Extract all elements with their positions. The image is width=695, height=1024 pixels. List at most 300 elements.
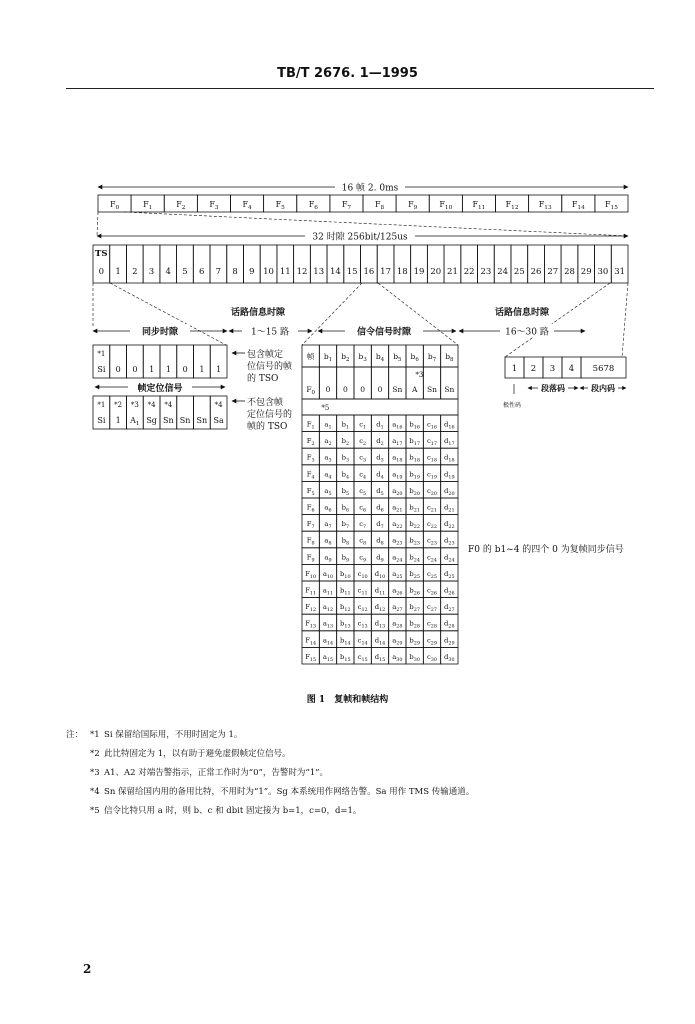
signal-cell-value: $F_3$ — [306, 453, 315, 464]
timeslot-cell — [511, 245, 528, 283]
note-text: Sn 保留给国内用的备用比特，不用时为“1”。Sg 本系统用作网络告警。Sa 用作 TMS 传输通道。 — [104, 787, 475, 797]
pcm-bit-label: 4 — [568, 364, 575, 374]
signal-cell-value: $b_{19}$ — [409, 470, 420, 481]
signal-header-label: $b_1$ — [323, 352, 333, 363]
note-mark: *2 — [90, 749, 100, 759]
signal-cell-value: $a_{29}$ — [392, 636, 403, 647]
signal-cell-value: $d_{18}$ — [444, 453, 455, 464]
signal-cell-value: $b_{21}$ — [409, 503, 420, 514]
signal-cell-value: $c_{27}$ — [426, 603, 438, 614]
timeslot-cell — [110, 245, 127, 283]
signal-cell-value: $c_{22}$ — [426, 520, 438, 531]
signal-f0-value: Sn — [427, 385, 437, 394]
signal-cell-value: $c_8$ — [359, 536, 367, 547]
timeslot-number: 20 — [430, 267, 442, 277]
signal-cell-value: $a_{22}$ — [392, 520, 403, 531]
signal-gap-mark: *5 — [321, 404, 330, 412]
signal-cell-value: $b_{15}$ — [340, 652, 351, 663]
signal-cell-value: $d_{14}$ — [374, 636, 386, 647]
signal-cell-value: $a_{18}$ — [392, 453, 403, 464]
range-16-30-label: 16～30 路 — [505, 327, 549, 338]
signal-f0-mark: *3 — [415, 371, 424, 379]
sync-bit-value: Sn — [179, 416, 191, 425]
note-line — [66, 726, 626, 745]
timeslot-cell — [193, 245, 210, 283]
timeslot-number: 2 — [132, 267, 138, 277]
timeslot-number: 24 — [497, 267, 509, 277]
timeslot-cell — [294, 245, 311, 283]
signal-header-label: $b_3$ — [358, 352, 367, 363]
signal-cell-value: $c_{13}$ — [357, 619, 368, 630]
signal-cell-value: $b_{12}$ — [340, 603, 351, 614]
signal-cell-value: $d_{11}$ — [374, 586, 386, 597]
signal-f0-value: 0 — [377, 385, 383, 394]
timeslot-cell — [561, 245, 578, 283]
timeslot-cell — [361, 245, 378, 283]
signal-cell-value: $b_{27}$ — [409, 603, 420, 614]
superframe-row — [98, 180, 628, 212]
signal-cell-value: $b_{10}$ — [340, 569, 351, 580]
signal-cell-value: $b_{30}$ — [409, 652, 420, 663]
timeslot-cell — [494, 245, 511, 283]
signal-cell-value: $F_5$ — [306, 486, 315, 497]
timeslot-number: 21 — [447, 267, 458, 277]
timeslot-cell — [260, 245, 277, 283]
timeslot-number: 0 — [98, 267, 105, 277]
timeslot-cell — [578, 245, 595, 283]
signal-cell-value: $d_{26}$ — [444, 586, 455, 597]
signal-cell-value: $a_{20}$ — [392, 486, 403, 497]
signal-cell-value: $b_{14}$ — [340, 636, 351, 647]
timeslot-cell — [160, 245, 177, 283]
timeslot-number: 18 — [396, 267, 408, 277]
superframe-frame-label: $F_{12}$ — [505, 200, 519, 211]
superframe-frame-label: $F_{15}$ — [604, 200, 618, 211]
timeslot-number: 26 — [530, 267, 542, 277]
pcm-bit-label: 2 — [530, 364, 537, 374]
signal-cell-value: $b_{20}$ — [409, 486, 420, 497]
signal-f0-cell — [423, 367, 440, 399]
sync-footnote-mark: *3 — [130, 401, 139, 409]
signal-cell-value: $d_{17}$ — [444, 437, 455, 448]
signal-header-label: $b_5$ — [393, 352, 402, 363]
timeslot-cell — [394, 245, 411, 283]
superframe-frame-label: $F_7$ — [341, 200, 352, 211]
signal-cell-value: $a_2$ — [324, 437, 332, 448]
signal-cell-value: $F_7$ — [306, 520, 315, 531]
signal-cell-value: $a_{15}$ — [322, 652, 334, 663]
signal-cell-value: $d_6$ — [376, 503, 384, 514]
timeslot-cell — [177, 245, 194, 283]
signal-cell-value: $a_{23}$ — [392, 536, 403, 547]
sync-bit-value: Sn — [163, 416, 174, 425]
signal-cell-value: $b_{25}$ — [409, 569, 420, 580]
signal-cell-value: $d_3$ — [376, 453, 384, 464]
pcm-bit-label: 3 — [549, 364, 556, 374]
signal-cell-value: $a_4$ — [324, 470, 332, 481]
timeslot-cell — [310, 245, 327, 283]
superframe-expand-left — [97, 212, 98, 236]
signal-cell-value: $b_{26}$ — [409, 586, 420, 597]
sync-bit-value: 1 — [216, 365, 222, 374]
timeslot-number: 31 — [614, 267, 626, 277]
signal-cell-value: $b_9$ — [341, 553, 350, 564]
signal-cell-value: $c_{10}$ — [357, 569, 368, 580]
timeslot-number: 30 — [597, 267, 609, 277]
signal-f0-value: 0 — [342, 385, 348, 394]
signal-cell-value: $c_7$ — [359, 520, 367, 531]
signal-cell-value: $a_{30}$ — [392, 652, 403, 663]
frame-align-label: 帧定位信号 — [137, 384, 183, 394]
signal-cell-value: $a_{17}$ — [392, 437, 403, 448]
timeslot-number: 13 — [313, 267, 325, 277]
document-header: TB/T 2676. 1—1995 — [277, 66, 418, 81]
timeslot-cell — [327, 245, 344, 283]
signal-cell-value: $c_{16}$ — [426, 420, 438, 431]
timeslot-cell — [544, 245, 561, 283]
superframe-span-label: 16 帧 2. 0ms — [341, 183, 399, 194]
signal-cell-value: $a_5$ — [324, 486, 332, 497]
signal-cell-value: $d_{21}$ — [444, 503, 455, 514]
superframe-frame-label: $F_{10}$ — [439, 200, 453, 211]
signal-f0-value: A — [411, 385, 418, 394]
signal-header-label: $b_6$ — [410, 352, 419, 363]
signal-cell-value: $F_6$ — [306, 503, 315, 514]
timeslot-number: 25 — [513, 267, 525, 277]
note-mark: *4 — [90, 787, 100, 797]
signal-cell-value: $b_{24}$ — [409, 553, 420, 564]
signal-f0-value: $F_0$ — [306, 385, 315, 396]
signal-cell-value: $a_{24}$ — [392, 553, 403, 564]
sync-footnote-mark: *1 — [97, 401, 106, 409]
timeslot-number: 10 — [263, 267, 274, 277]
sync-footnote-mark: *4 — [214, 401, 223, 409]
signal-f0-value: Sn — [392, 385, 403, 394]
signal-cell-value: $F_{11}$ — [305, 586, 317, 597]
signal-cell-value: $c_{11}$ — [357, 586, 368, 597]
frame-row — [93, 229, 628, 283]
signal-cell-value: $c_{24}$ — [426, 553, 438, 564]
signal-cell-value: $d_9$ — [376, 553, 384, 564]
timeslot-number: 29 — [580, 267, 592, 277]
superframe-frame-label: $F_4$ — [242, 200, 252, 211]
note-lead: 注： — [66, 730, 84, 740]
sync-bit-value: 1 — [199, 365, 205, 374]
signal-cell-value: $a_9$ — [324, 553, 332, 564]
signal-cell-value: $c_2$ — [359, 437, 367, 448]
ts-label: TS — [95, 249, 108, 259]
timeslot-cell — [595, 245, 612, 283]
signal-cell-value: $a_6$ — [324, 503, 332, 514]
signal-cell-value: $d_{15}$ — [374, 652, 386, 663]
signal-cell-value: $d_{24}$ — [444, 553, 455, 564]
timeslot-number: 3 — [148, 267, 155, 277]
note-mark: *3 — [90, 768, 100, 778]
note-line — [66, 764, 626, 783]
signal-cell-value: $c_{12}$ — [357, 603, 368, 614]
signal-f0-cell — [441, 367, 458, 399]
signal-f0-value: Sn — [444, 385, 455, 394]
signal-cell-value: $a_{26}$ — [392, 586, 403, 597]
signal-cell-value: $a_{12}$ — [322, 603, 334, 614]
signal-cell-value: $a_1$ — [324, 420, 332, 431]
signal-cell-value: $a_{13}$ — [322, 619, 334, 630]
signal-cell-value: $a_8$ — [324, 536, 332, 547]
sync-bit-value: 0 — [115, 365, 121, 374]
signal-cell-value: $b_{11}$ — [340, 586, 351, 597]
pcm-bit-label: 1 — [511, 364, 518, 374]
signal-cell-value: $c_{17}$ — [426, 437, 438, 448]
signal-cell-value: $d_{23}$ — [444, 536, 455, 547]
voice-slot-label-left: 话路信息时隙 — [230, 308, 286, 318]
signal-cell-value: $a_{25}$ — [392, 569, 403, 580]
signal-header-label: $b_2$ — [341, 352, 350, 363]
signal-cell-value: $c_{14}$ — [357, 636, 368, 647]
note-mark: *5 — [90, 806, 100, 816]
signal-cell-value: $d_{19}$ — [444, 470, 455, 481]
signal-cell-value: $d_{27}$ — [444, 603, 455, 614]
signal-cell-value: $c_{20}$ — [426, 486, 438, 497]
signal-cell-value: $a_7$ — [324, 520, 332, 531]
signal-cell-value: $d_{29}$ — [444, 636, 455, 647]
superframe-frame-label: $F_8$ — [374, 200, 385, 211]
note-text: Si 保留给国际用，不用时固定为 1。 — [104, 730, 243, 740]
signal-cell-value: $a_{19}$ — [392, 470, 403, 481]
signal-header-label: 帧 — [306, 352, 315, 361]
figure-caption: 图 1 复帧和帧结构 — [306, 695, 389, 705]
timeslot-number: 23 — [480, 267, 492, 277]
sync-bit-value: Sn — [196, 416, 208, 425]
signal-cell-value: $d_{16}$ — [444, 420, 455, 431]
signaling-table — [302, 345, 458, 664]
sync-bit-value: Sa — [213, 416, 224, 425]
note-text: 此比特固定为 1，以有助于避免虚假帧定位信号。 — [104, 749, 291, 759]
timeslot-cell — [126, 245, 143, 283]
signal-cell-value: $b_{16}$ — [409, 420, 420, 431]
signal-cell-value: $F_8$ — [306, 536, 315, 547]
signal-cell-value: $d_{13}$ — [374, 619, 386, 630]
superframe-frame-label: $F_1$ — [143, 200, 153, 211]
timeslot-number: 7 — [215, 267, 222, 277]
signal-cell-value: $F_{10}$ — [305, 569, 317, 580]
note-line — [66, 745, 626, 764]
superframe-frame-label: $F_5$ — [275, 200, 285, 211]
signal-cell-value: $F_{13}$ — [305, 619, 317, 630]
timeslot-cell — [210, 245, 227, 283]
signal-cell-value: $d_{30}$ — [444, 652, 455, 663]
timeslot-number: 5 — [182, 267, 188, 277]
timeslot-cell — [227, 245, 244, 283]
sync-bit-value: 1 — [149, 365, 155, 374]
signal-cell-value: $a_{10}$ — [322, 569, 334, 580]
timeslot-number: 4 — [165, 267, 171, 277]
signal-header-label: $b_8$ — [445, 352, 454, 363]
note-text: A1、A2 对端告警指示，正常工作时为“0”，告警时为“1”。 — [104, 768, 328, 778]
signal-cell-value: $a_{16}$ — [392, 420, 403, 431]
contain-note-3: 的 TSO — [247, 374, 279, 384]
superframe-frame-label: $F_{13}$ — [538, 200, 552, 211]
sync-bit-value: 0 — [182, 365, 188, 374]
timeslot-number: 14 — [330, 267, 341, 277]
timeslot-number: 6 — [198, 267, 205, 277]
timeslot-number: 19 — [413, 267, 425, 277]
pcm-bit-label: 5678 — [592, 364, 615, 374]
timeslot-cell — [461, 245, 478, 283]
superframe-frame-label: $F_2$ — [176, 200, 186, 211]
timeslot-cell — [478, 245, 495, 283]
signal-cell-value: $F_{14}$ — [305, 636, 317, 647]
sync-footnote-mark: *2 — [114, 401, 123, 409]
contain-note-1: 包含帧定 — [247, 350, 284, 360]
signal-cell-value: $a_{14}$ — [322, 636, 334, 647]
nocontain-note-1: 不包含帧 — [247, 398, 284, 408]
signal-cell-value: $b_{17}$ — [409, 437, 420, 448]
sync-bit-value: 0 — [132, 365, 138, 374]
superframe-frame-label: $F_3$ — [209, 200, 219, 211]
signal-cell-value: $c_5$ — [359, 486, 367, 497]
signal-cell-value: $a_3$ — [324, 453, 332, 464]
nocontain-note-2: 定位信号的 — [247, 410, 293, 420]
signal-cell-value: $c_9$ — [359, 553, 367, 564]
signal-f0-cell — [354, 367, 371, 399]
note-text: 信令比特只用 a 时，则 b、c 和 dbit 固定接为 b=1，c=0，d=1。 — [104, 806, 362, 816]
timeslot-number: 16 — [363, 267, 375, 277]
signal-cell-value: $b_5$ — [341, 486, 350, 497]
timeslot-number: 28 — [564, 267, 575, 277]
signal-cell-value: $d_8$ — [376, 536, 384, 547]
signal-cell-value: $c_{19}$ — [426, 470, 438, 481]
signal-cell-value: $b_6$ — [341, 503, 350, 514]
signal-cell-value: $d_{22}$ — [444, 520, 455, 531]
superframe-frame-label: $F_6$ — [308, 200, 318, 211]
f0-sync-note: F0 的 b1~4 的四个 0 为复帧同步信号 — [468, 545, 624, 555]
signal-f0-cell — [337, 367, 354, 399]
timeslot-cell — [377, 245, 394, 283]
nocontain-note-3: 帧的 TSO — [247, 422, 288, 432]
signal-cell-value: $a_{28}$ — [392, 619, 403, 630]
signal-cell-value: $b_{13}$ — [340, 619, 351, 630]
signal-cell-value: $a_{11}$ — [322, 586, 334, 597]
seg-code-label: 段落码 — [541, 383, 565, 393]
superframe-frame-label: $F_9$ — [408, 200, 418, 211]
signal-cell-value: $b_{29}$ — [409, 636, 420, 647]
signal-cell-value: $b_{18}$ — [409, 453, 420, 464]
in-seg-code-label: 段内码 — [591, 383, 615, 393]
timeslot-cell — [411, 245, 428, 283]
sync-bit-value: Si — [97, 365, 106, 374]
timeslot-number: 9 — [249, 267, 255, 277]
signal-cell-value: $F_4$ — [306, 470, 315, 481]
sync-bit-value: 1 — [165, 365, 171, 374]
signal-f0-value: 0 — [325, 385, 331, 394]
signal-cell-value: $b_7$ — [341, 520, 350, 531]
signal-cell-value: $d_7$ — [376, 520, 384, 531]
signal-cell-value: $c_{25}$ — [426, 569, 438, 580]
ts31-expand-left — [505, 283, 610, 357]
signal-cell-value: $c_{26}$ — [426, 586, 438, 597]
signal-cell-value: $d_{25}$ — [444, 569, 455, 580]
signal-cell-value: $b_2$ — [341, 437, 350, 448]
signal-cell-value: $b_{23}$ — [409, 536, 420, 547]
signal-f0-cell — [389, 367, 406, 399]
signal-slot-label: 信令信号时隙 — [356, 327, 412, 338]
sync-bit-value: 1 — [115, 416, 121, 425]
timeslot-cell — [444, 245, 461, 283]
notes-block — [66, 726, 626, 821]
sync-slot-label: 同步时隙 — [141, 327, 179, 338]
sync-footnote-mark: *1 — [97, 350, 106, 358]
timeslot-number: 12 — [296, 267, 308, 277]
signal-cell-value: $d_{20}$ — [444, 486, 455, 497]
signal-cell-value: $d_{28}$ — [444, 619, 455, 630]
timeslot-number: 11 — [279, 267, 291, 277]
signal-cell-value: $b_1$ — [341, 420, 350, 431]
sync-footnote-mark: *4 — [164, 401, 173, 409]
note-mark: *1 — [90, 730, 100, 740]
timeslot-cell — [143, 245, 160, 283]
timeslot-number: 22 — [463, 267, 475, 277]
signal-cell-value: $F_{12}$ — [305, 603, 317, 614]
signal-cell-value: $a_{27}$ — [392, 603, 403, 614]
timeslot-cell — [611, 245, 628, 283]
signal-cell-value: $c_{29}$ — [426, 636, 438, 647]
signal-f0-cell — [371, 367, 388, 399]
signal-f0-cell — [319, 367, 336, 399]
signal-cell-value: $b_{22}$ — [409, 520, 420, 531]
signal-cell-value: $c_{23}$ — [426, 536, 438, 547]
signal-cell-value: $d_4$ — [376, 470, 384, 481]
timeslot-cell — [427, 245, 444, 283]
signal-header-label: $b_4$ — [375, 352, 385, 363]
signal-cell-value: $b_8$ — [341, 536, 350, 547]
signal-cell-value: $c_6$ — [359, 503, 367, 514]
signal-cell-value: $c_{18}$ — [426, 453, 438, 464]
signal-cell-value: $F_2$ — [306, 437, 315, 448]
signal-cell-value: $c_3$ — [359, 453, 367, 464]
signal-cell-value: $d_2$ — [376, 437, 384, 448]
signal-cell-value: $c_{15}$ — [357, 652, 368, 663]
signal-cell-value: $d_{10}$ — [374, 569, 386, 580]
timeslot-cell — [243, 245, 260, 283]
signal-cell-value: $d_1$ — [376, 420, 384, 431]
ts31-expand-right — [622, 283, 628, 357]
signal-header-label: $b_7$ — [427, 352, 437, 363]
timeslot-cell — [344, 245, 361, 283]
signal-cell-value: $b_3$ — [341, 453, 350, 464]
page-number: 2 — [83, 962, 92, 976]
timeslot-number: 17 — [380, 267, 391, 277]
note-line — [66, 783, 626, 802]
signal-cell-value: $c_{28}$ — [426, 619, 438, 630]
signal-cell-value: $d_5$ — [376, 486, 384, 497]
note-line — [66, 802, 626, 821]
sync-bit-value: Sg — [146, 416, 157, 425]
polarity-label: 极性码 — [502, 402, 522, 409]
frame-span-label: 32 时隙 256bit/125us — [312, 232, 408, 243]
timeslot-number: 1 — [115, 267, 121, 277]
signal-cell-value: $b_{28}$ — [409, 619, 420, 630]
signal-cell-value: $c_{30}$ — [426, 652, 438, 663]
superframe-frame-label: $F_{14}$ — [571, 200, 585, 211]
signal-cell-value: $F_{15}$ — [305, 652, 317, 663]
pcm-codeword-box — [505, 357, 626, 378]
signal-f0-value: 0 — [360, 385, 366, 394]
timeslot-number: 8 — [232, 267, 238, 277]
signal-cell-value: $c_1$ — [359, 420, 367, 431]
voice-slot-label-right: 话路信息时隙 — [494, 308, 550, 318]
timeslot-number: 15 — [346, 267, 358, 277]
timeslot-number: 27 — [547, 267, 559, 277]
